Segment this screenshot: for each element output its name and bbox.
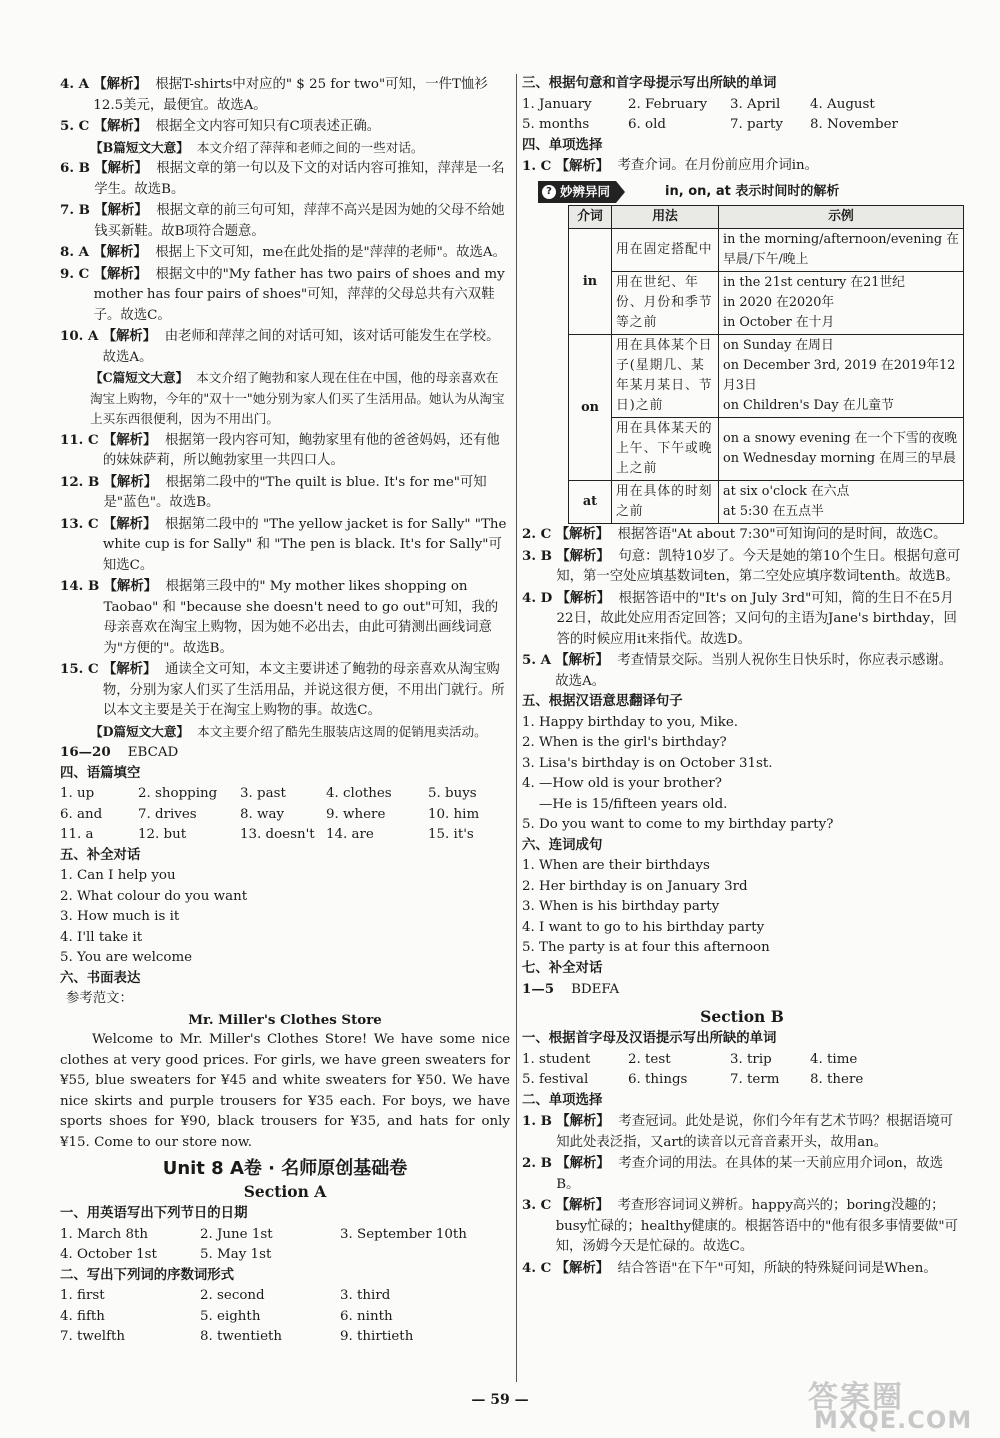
watermark-line1: 答案圈: [808, 1380, 904, 1415]
summary-d: 【D篇短文大意】 本文主要介绍了酷先生服装店这周的促销甩卖活动。: [90, 723, 487, 739]
answer-number: 5. A: [522, 652, 552, 668]
tip-example: at six o'clock 在六点: [723, 484, 850, 499]
right-sec7-heading: 七、补全对话: [522, 960, 603, 976]
left-sec4-heading: 四、语篇填空: [60, 765, 141, 781]
answer-cell: 1. first: [60, 1288, 105, 1303]
analysis-tag: 【解析】: [93, 76, 147, 92]
tip-col-header: 用法: [612, 206, 719, 229]
answer-number: 3. C: [522, 1197, 552, 1213]
answer-cell: 5. festival: [522, 1072, 589, 1087]
answer-body: [94, 264, 510, 327]
answer-text: 根据答语中的"It's on July 3rd"可知，简的生日不在5月22日，故此处应用否定回答；又问句的主语为Jane's birthday，回答的时候应用it来指代。故选D。: [556, 590, 957, 647]
answer-row: [60, 1245, 510, 1266]
answer-item: [522, 1153, 962, 1195]
answer-body: [555, 650, 962, 692]
answer-item: [60, 514, 510, 577]
answer-body: [556, 524, 962, 546]
answer-text: 句意：凯特10岁了。今天是她的第10个生日。根据句意可知，第一空处应填基数词ten，第二空处应填序数词tenth。故选B。: [556, 548, 961, 584]
reference-label: 参考范文：: [66, 991, 133, 1006]
answer-cell: 4. time: [810, 1051, 858, 1067]
tip-example: on Sunday 在周日: [723, 338, 834, 353]
answer-line: 1. When are their birthdays: [522, 858, 710, 873]
tip-header: [538, 181, 962, 204]
answer-body: [94, 200, 510, 242]
analysis-tag: 【解析】: [555, 526, 610, 542]
right-sec4-heading: 四、单项选择: [522, 137, 603, 153]
answer-cell: 5. months: [522, 117, 590, 132]
answer-cell: [340, 1245, 510, 1266]
answer-item: [522, 1195, 962, 1258]
answer-text: 根据文章的第一句以及下文的对话内容可推知，萍萍是一名学生。故选B。: [94, 161, 505, 197]
answer-cell: 2. second: [200, 1288, 265, 1303]
answer-item: [60, 326, 510, 368]
analysis-tag: 【解析】: [94, 160, 148, 176]
answer-cell: 2. test: [628, 1051, 671, 1067]
tip-examples: [719, 272, 964, 335]
answer-cell: 6. things: [628, 1072, 688, 1087]
answer-item: [60, 116, 510, 138]
answer-cell: 3. trip: [730, 1051, 772, 1067]
answer-row: [60, 1327, 510, 1348]
answer-item: [522, 1111, 962, 1153]
answer-cell: 9. thirtieth: [340, 1329, 414, 1344]
answer-body: [556, 546, 962, 588]
answer-cell: 8. November: [810, 117, 898, 132]
answer-body: [103, 514, 510, 577]
answer-item: [60, 576, 510, 659]
tip-usage: 用在世纪、年份、月份和季节等之前: [612, 272, 719, 335]
tip-preposition: at: [569, 481, 612, 524]
answer-line: 5. The party is at four this afternoon: [522, 940, 770, 955]
tip-row: [569, 481, 964, 524]
answer-cell: 5. buys: [428, 786, 477, 801]
answer-item: [522, 524, 962, 546]
tip-example: in October 在十月: [723, 315, 835, 330]
tip-row: [569, 229, 964, 272]
answer-cell: 3. third: [340, 1288, 391, 1303]
tip-example: on December 3rd, 2019 在2019年12月3日: [723, 358, 956, 393]
answer-body: [104, 576, 510, 659]
answer-cell: 1. up: [60, 786, 95, 801]
answer-line: 2. Her birthday is on January 3rd: [522, 878, 748, 894]
analysis-tag: 【解析】: [93, 265, 148, 282]
answer-body: [103, 430, 510, 472]
answer-text: 考查冠词。此处是说，你们今年有艺术节吗？根据语境可知此处表泛指，又art的读音以元音音素开头，故用an。: [556, 1114, 954, 1150]
answer-item: [60, 242, 510, 264]
answer-row: [522, 1050, 962, 1071]
answer-number: 11. C: [60, 431, 99, 448]
secb2-heading: 二、单项选择: [522, 1092, 603, 1108]
page-number: — 59 —: [471, 1392, 529, 1408]
tip-row: [569, 272, 964, 335]
summary-b: 【B篇短文大意】 本文介绍了萍萍和老师之间的一些对话。: [90, 139, 424, 155]
answer-cell: 3. past: [240, 786, 286, 801]
answer-row: [60, 1307, 510, 1328]
answer-cell: 5. May 1st: [200, 1247, 272, 1262]
tip-row: [569, 335, 964, 418]
answer-cell: 13. doesn't: [240, 827, 315, 842]
right-sec6-heading: 六、连词成句: [522, 837, 603, 853]
answer-line: 4. —How old is your brother?: [522, 776, 722, 791]
answer-line: 4. I'll take it: [60, 929, 143, 945]
answer-text: 根据文章的前三句可知，萍萍不高兴是因为她的父母不给她钱买新鞋。故B项符合题意。: [94, 203, 505, 239]
answer-item: [60, 472, 510, 514]
answer-number: 13. C: [60, 515, 99, 532]
answer-item: 1. C 【解析】 考查介词。在月份前应用介词in。: [522, 158, 819, 174]
tip-examples: [719, 481, 964, 524]
answer-row: [522, 115, 962, 136]
tip-usage: 用在具体某个日子(星期几、某年某月某日、节日)之前: [612, 335, 719, 418]
answer-row: [60, 784, 510, 805]
analysis-tag: 【解析】: [102, 661, 157, 677]
tip-example: in the morning/afternoon/evening 在早晨/下午/晚上: [723, 232, 959, 267]
tip-badge: ? 妙辨异同: [538, 181, 616, 204]
answer-number: 1. B: [522, 1113, 552, 1129]
answer-row: [60, 1286, 510, 1307]
tip-example: in 2020 在2020年: [723, 295, 835, 310]
answer-cell: 4. October 1st: [60, 1247, 157, 1262]
analysis-tag: 【解析】: [103, 473, 158, 490]
tip-examples: [719, 418, 964, 481]
watermark-line2: MXQE.COM: [814, 1406, 973, 1434]
answer-cell: 6. and: [60, 806, 103, 822]
answer-number: 8. A: [60, 244, 90, 260]
analysis-tag: 【解析】: [556, 547, 610, 564]
answer-cell: 2. June 1st: [200, 1226, 273, 1242]
answer-body: [556, 1153, 962, 1195]
answer-cell: 7. term: [730, 1072, 780, 1087]
answer-text: 通读全文可知，本文主要讲述了鲍勃的母亲喜欢从淘宝购物，分别为家人们买了生活用品，并说这很方便，不用出门就行。所以本文主要是关于在淘宝上购物的事。故选C。: [102, 662, 505, 718]
answer-item: [60, 200, 510, 242]
answer-item: [60, 430, 510, 472]
answer-item: [522, 1258, 962, 1280]
analysis-tag: 【解析】: [555, 652, 609, 668]
analysis-tag: 【解析】: [556, 589, 611, 606]
answer-number: 3. B: [522, 547, 552, 564]
answer-line: 2. What colour do you want: [60, 888, 248, 904]
answer-number: 2. C: [522, 526, 552, 542]
answer-number: 2. B: [522, 1155, 552, 1171]
tip-arrow-icon: [616, 181, 625, 203]
analysis-tag: 【解析】: [93, 118, 148, 134]
answer-line: —He is 15/fifteen years old.: [522, 796, 728, 812]
answer-cell: 7. party: [730, 117, 783, 132]
answer-line: 3. Lisa's birthday is on October 31st.: [522, 755, 773, 771]
answer-cell: 11. a: [60, 827, 94, 842]
answer-text: 考查形容词词义辨析。happy高兴的；boring没趣的；busy忙碌的；healthy健康的。根据答语中的"他有很多事情要做"可知，汤姆今天是忙碌的。故选C。: [555, 1198, 958, 1254]
analysis-tag: 【解析】: [556, 1155, 610, 1171]
answer-text: 根据全文内容可知只有C项表述正确。: [155, 119, 381, 134]
left-sec6-heading: 六、书面表达: [60, 970, 141, 986]
tip-col-header: 介词: [569, 206, 612, 229]
summary-c: 【C篇短文大意】 本文介绍了鲍勃和家人现在住在中国，他的母亲喜欢在淘宝上购物，今年的"双十一"她分别为家人们买了生活用品。她认为从淘宝上买东西很便利，因为不用出门。: [90, 370, 505, 426]
answer-cell: 12. but: [138, 827, 187, 842]
answer-body: [94, 158, 510, 200]
left-column: [60, 74, 510, 1348]
answer-number: 4. A: [60, 76, 90, 92]
lightbulb-icon: ?: [542, 185, 556, 199]
answer-cell: 6. ninth: [340, 1308, 393, 1324]
answer-row: [60, 805, 510, 826]
answer-number: 12. B: [60, 473, 100, 490]
answer-number: 5. C: [60, 118, 90, 134]
answer-cell: 1. student: [522, 1051, 591, 1067]
answer-line: 2. When is the girl's birthday?: [522, 735, 727, 750]
answer-text: 结合答语"在下午"可知，所缺的特殊疑问词是When。: [617, 1260, 937, 1276]
tip-usage: 用在具体的时刻之前: [612, 481, 719, 524]
analysis-tag: 【解析】: [556, 1113, 610, 1129]
analysis-tag: 【解析】: [102, 431, 157, 448]
answer-number: 4. D: [522, 589, 553, 606]
answer-row: [60, 825, 510, 846]
essay-title: Mr. Miller's Clothes Store: [188, 1011, 382, 1028]
analysis-tag: 【解析】: [102, 515, 157, 532]
right-sec5-heading: 五、根据汉语意思翻译句子: [522, 694, 683, 709]
answer-cell: 6. old: [628, 117, 666, 132]
answer-item: [522, 546, 962, 588]
section-b-title: Section B: [700, 1006, 784, 1026]
answer-cell: 7. twelfth: [60, 1329, 126, 1344]
answer-number: 4. C: [522, 1259, 552, 1276]
tip-row: [569, 418, 964, 481]
answers-16-20: 16—20 EBCAD: [60, 744, 179, 760]
answer-cell: 7. drives: [138, 806, 197, 822]
essay-body: Welcome to Mr. Miller's Clothes Store! We have some nice clothes at very good prices. For girls, we have green sweaters for ¥55, blue sweaters for ¥45 and white sweaters for ¥50. We have nice skirts and purple trousers for ¥35 each. For boys, we have sports shoes for ¥90, black trousers for ¥35, and hats for only ¥15. Come to our store now.: [60, 1032, 510, 1150]
section-a-title: Section A: [243, 1181, 327, 1201]
answer-cell: 8. there: [810, 1072, 864, 1087]
answer-row: [522, 1070, 962, 1091]
answer-line: 3. When is his birthday party: [522, 899, 720, 914]
tip-example: on a snowy evening 在一个下雪的夜晚: [723, 431, 958, 446]
answer-cell: 2. February: [628, 96, 708, 112]
watermark: [808, 1372, 988, 1434]
answer-cell: 4. clothes: [326, 786, 392, 801]
answer-cell: 2. shopping: [138, 786, 218, 801]
answer-item: [60, 74, 510, 116]
answer-number: 10. A: [60, 328, 99, 344]
answer-text: 根据第二段中的 "The yellow jacket is for Sally" "The white cup is for Sally" 和 "The pen is black. It's for Sally"可知选C。: [102, 516, 507, 573]
answer-text: 根据答语"At about 7:30"可知询问的是时间，故选C。: [617, 527, 947, 542]
tip-title: in, on, at 表示时间时的解析: [665, 183, 840, 199]
answer-body: [93, 242, 510, 264]
answer-number: 7. B: [60, 202, 90, 218]
answer-line: 4. I want to go to his birthday party: [522, 919, 765, 935]
answer-item: [60, 158, 510, 200]
answer-cell: 9. where: [326, 806, 386, 822]
answer-text: 考查介词的用法。在具体的某一天前应用介词on，故选B。: [556, 1156, 943, 1192]
answer-row: [522, 95, 962, 116]
tip-examples: [719, 229, 964, 272]
answer-cell: 10. him: [428, 806, 480, 822]
unit-sec2-heading: 二、写出下列词的序数词形式: [60, 1267, 235, 1283]
answer-text: 根据第三段中的" My mother likes shopping on Taobao" 和 "because she doesn't need to go out"可知，我的母亲喜欢在淘宝上购物，因为她不必出去，由此可猜测出画线词意为"方便的"。故选B。: [103, 579, 499, 656]
answer-item: [60, 659, 510, 722]
answer-cell: 3. April: [730, 96, 781, 112]
unit-sec1-heading: 一、用英语写出下列节日的日期: [60, 1206, 248, 1221]
answer-number: 9. C: [60, 265, 90, 282]
tip-example: in the 21st century 在21世纪: [723, 275, 905, 290]
answer-item: [60, 264, 510, 327]
analysis-tag: 【解析】: [555, 1197, 610, 1213]
answer-body: [556, 1258, 962, 1280]
analysis-tag: 【解析】: [94, 202, 148, 218]
answer-line: 5. You are welcome: [60, 950, 193, 965]
right-column: [522, 74, 962, 1279]
answer-number: 15. C: [60, 661, 99, 677]
answer-number: 6. B: [60, 160, 90, 176]
answer-cell: 1. January: [522, 96, 592, 112]
answer-cell: 4. August: [810, 96, 875, 112]
answer-body: [104, 472, 510, 514]
answer-body: [556, 1111, 962, 1153]
answer-item: [522, 650, 962, 692]
answer-body: [93, 74, 510, 116]
analysis-tag: 【解析】: [103, 578, 158, 594]
answer-cell: 4. fifth: [60, 1308, 105, 1324]
answer-item: [522, 588, 962, 651]
unit-title: Unit 8 A卷 · 名师原创基础卷: [162, 1158, 408, 1179]
analysis-tag: 【解析】: [102, 328, 157, 344]
right-sec3-heading: 三、根据句意和首字母提示写出所缺的单词: [522, 76, 777, 91]
tip-example: on Children's Day 在儿童节: [723, 398, 894, 413]
answer-text: 根据上下文可知，me在此处指的是"萍萍的老师"。故选A。: [155, 245, 506, 260]
answer-line: 3. How much is it: [60, 909, 180, 924]
answer-cell: 1. March 8th: [60, 1226, 149, 1242]
tip-examples: [719, 335, 964, 418]
answer-line: 1. Can I help you: [60, 868, 176, 883]
answer-text: 考查情景交际。当别人祝你生日快乐时，你应表示感谢。故选A。: [555, 653, 953, 689]
answer-cell: 5. eighth: [200, 1308, 261, 1324]
answer-cell: 14. are: [326, 827, 374, 842]
analysis-tag: 【解析】: [555, 1259, 610, 1276]
tip-preposition: on: [569, 335, 612, 481]
answer-line: 5. Do you want to come to my birthday party?: [522, 817, 834, 832]
analysis-tag: 【解析】: [93, 244, 147, 260]
answer-text: 由老师和萍萍之间的对话可知，该对话可能发生在学校。故选A。: [102, 329, 500, 365]
answer-number: 14. B: [60, 578, 100, 594]
tip-usage: 用在固定搭配中: [612, 229, 719, 272]
answer-text: 根据第二段中的"The quilt is blue. It's for me"可知是"蓝色"。故选B。: [103, 474, 487, 510]
answer-cell: 8. twentieth: [200, 1329, 283, 1344]
answer-cell: 3. September 10th: [340, 1226, 467, 1242]
answer-body: [557, 588, 962, 651]
answer-body: [94, 116, 510, 138]
answers-1-5: 1—5 BDEFA: [522, 981, 620, 997]
answer-text: 根据T-shirts中对应的" $ 25 for two"可知，一件T恤衫12.5美元，最便宜。故选A。: [93, 77, 488, 113]
tip-example: on Wednesday morning 在周三的早晨: [723, 451, 956, 466]
answer-cell: 8. way: [240, 806, 285, 822]
answer-body: [103, 326, 510, 368]
tip-col-header: 示例: [719, 206, 964, 229]
answer-text: 根据文中的"My father has two pairs of shoes and my mother has four pairs of shoes"可知，萍萍的父母总共有六双鞋子。故选C。: [93, 266, 505, 323]
answer-cell: 15. it's: [428, 827, 474, 842]
answer-text: 根据第一段内容可知，鲍勃家里有他的爸爸妈妈，还有他的妹妹萨莉，所以鲍勃家里一共四口人。: [102, 432, 500, 468]
tip-preposition: in: [569, 229, 612, 335]
answer-line: 1. Happy birthday to you, Mike.: [522, 714, 739, 730]
tip-usage: 用在具体某天的上午、下午或晚上之前: [612, 418, 719, 481]
answer-body: [556, 1195, 962, 1258]
tip-table: [568, 205, 964, 524]
column-divider: [516, 74, 517, 1382]
answer-body: [103, 659, 510, 722]
answer-row: [60, 1225, 510, 1246]
left-sec5-heading: 五、补全对话: [60, 847, 141, 863]
secb1-heading: 一、根据首字母及汉语提示写出所缺的单词: [522, 1031, 777, 1046]
tip-example: at 5:30 在五点半: [723, 504, 824, 519]
